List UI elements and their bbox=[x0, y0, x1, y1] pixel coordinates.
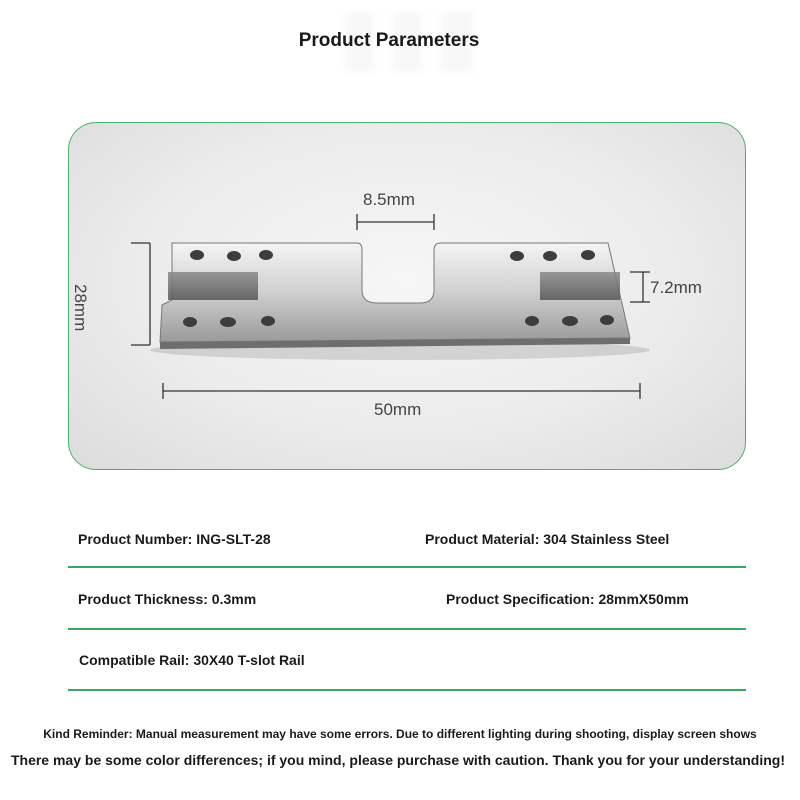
product-specification: Product Specification: 28mmX50mm bbox=[446, 591, 689, 607]
product-thickness: Product Thickness: 0.3mm bbox=[78, 591, 257, 607]
reminder-line-2: There may be some color differences; if you mind, please purchase with caution. Thank you for your understanding! bbox=[10, 752, 786, 768]
page-title: Product Parameters bbox=[298, 30, 480, 51]
reminder-line-1: Kind Reminder: Manual measurement may have some errors. Due to different lighting during shooting, display screen shows bbox=[43, 727, 757, 741]
product-number: Product Number: ING-SLT-28 bbox=[78, 531, 271, 547]
divider bbox=[68, 566, 746, 568]
height-label: 28mm bbox=[71, 284, 90, 332]
gap-label: 7.2mm bbox=[650, 278, 702, 297]
compatible-rail: Compatible Rail: 30X40 T-slot Rail bbox=[79, 652, 305, 668]
right-fold-tab bbox=[540, 272, 620, 300]
length-label: 50mm bbox=[374, 400, 422, 419]
left-fold-tab bbox=[168, 272, 258, 300]
divider bbox=[68, 628, 746, 630]
product-material: Product Material: 304 Stainless Steel bbox=[425, 531, 670, 547]
divider bbox=[68, 689, 746, 691]
slot-width-label: 8.5mm bbox=[363, 190, 415, 209]
